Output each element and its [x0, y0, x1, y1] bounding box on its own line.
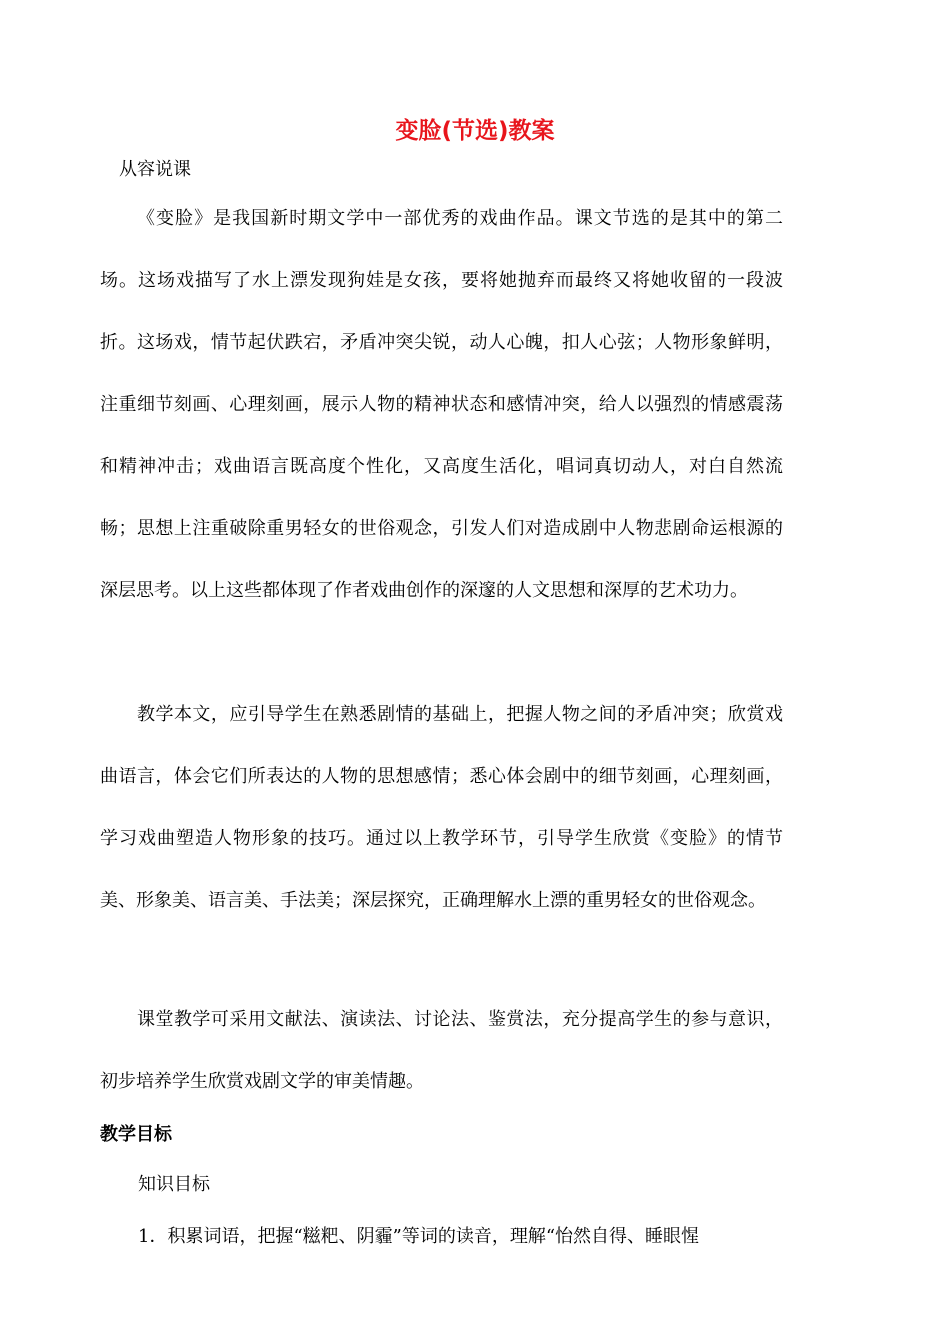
- section-subheading: 知识目标: [138, 1174, 210, 1195]
- paragraph-3: 课堂教学可采用文献法、演读法、讨论法、鉴赏法，充分提高学生的参与意识，初步培养学生欣赏戏剧文学的审美情趣。: [100, 1009, 783, 1092]
- subheading: 从容说课: [119, 159, 191, 180]
- document-title: 变脸(节选)教案: [395, 118, 555, 144]
- paragraph-2: 教学本文，应引导学生在熟悉剧情的基础上，把握人物之间的矛盾冲突；欣赏戏曲语言，体会它们所表达的人物的思想感情；悉心体会剧中的细节刻画，心理刻画，学习戏曲塑造人物形象的技巧。通过以上教学环节，引导学生欣赏《变脸》的情节美、形象美、语言美、手法美；深层探究，正确理解水上漂的重男轻女的世俗观念。: [100, 704, 783, 911]
- list-item-1: 1．积累词语，把握“糍粑、阴霾”等词的读音，理解“怡然自得、睡眼惺: [138, 1226, 700, 1247]
- section-heading: 教学目标: [100, 1124, 172, 1145]
- paragraph-1: 《变脸》是我国新时期文学中一部优秀的戏曲作品。课文节选的是其中的第二场。这场戏描写了水上漂发现狗娃是女孩，要将她抛弃而最终又将她收留的一段波折。这场戏，情节起伏跌宕，矛盾冲突尖锐，动人心魄，扣人心弦；人物形象鲜明，注重细节刻画、心理刻画，展示人物的精神状态和感情冲突，给人以强烈的情感震荡和精神冲击；戏曲语言既高度个性化，又高度生活化，唱词真切动人，对白自然流畅；思想上注重破除重男轻女的世俗观念，引发人们对造成剧中人物悲剧命运根源的深层思考。以上这些都体现了作者戏曲创作的深邃的人文思想和深厚的艺术功力。: [100, 208, 783, 601]
